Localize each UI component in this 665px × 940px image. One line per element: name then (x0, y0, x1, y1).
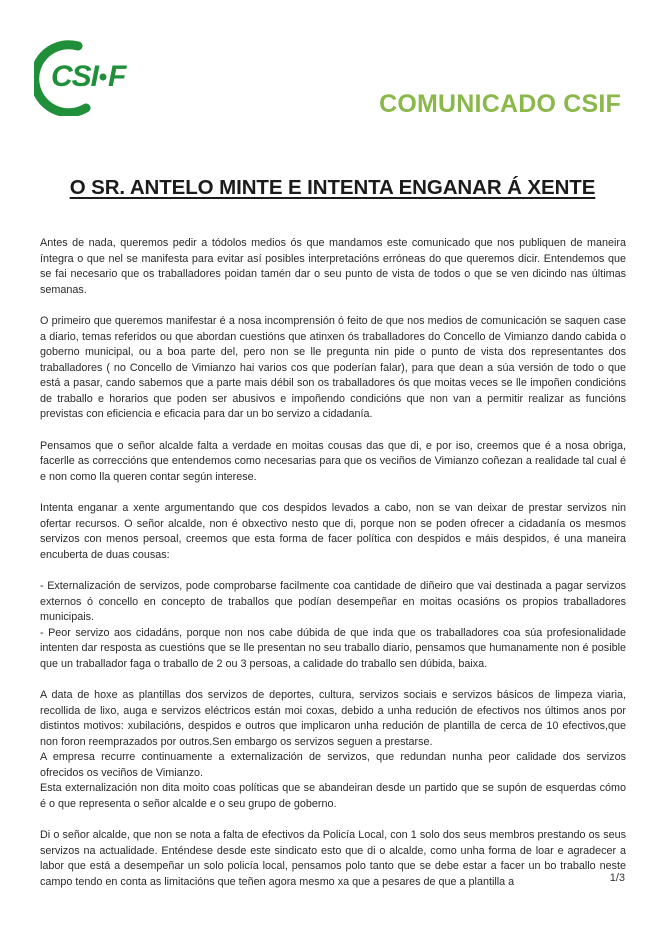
paragraph: A data de hoxe as plantillas dos servizos de deportes, cultura, servizos sociais e servizos básicos de limpeza viaria, recollida de lixo, auga e servizos eléctricos están moi coxas, debido a unha redución de efectivos nos últimos anos por distintos motivos: xubilacións, despidos e outros que implicaron unha redución de plantilla de cerca de 10 efectivos,que non foron reemprazados por outros.Sen embargo os servizos seguen a prestarse. (40, 689, 626, 748)
paragraph: Intenta enganar a xente argumentando que cos despidos levados a cabo, non se van deixar de prestar servizos nin ofertar recursos. O señor alcalde, non é obxectivo nesto que di, porque non se poden ofrecer a cidadanía os mesmos servizos con menos persoal, creemos que esta forma de facer política con despidos e máis despidos, é una maneira encuberta de duas cousas: (40, 502, 626, 561)
list-item: - Peor servizo aos cidadáns, porque non nos cabe dúbida de que inda que os traballadores coa súa profesionalidade intenten dar resposta as cuestións que se lle presentan no seu traballo diario, pensamos que humanamente non é posible que un traballador faga o traballo de 2 ou 3 persoas, a calidade do traballo sen dúbida, baixa. (40, 626, 626, 670)
paragraph: Antes de nada, queremos pedir a tódolos medios ós que mandamos este comunicado que nos publiquen de maneira íntegra o que nel se manifesta para evitar así posibles interpretacións erróneas do que queremos dicir. Entendemos que se fai necesario que os traballadores poidan tamén dar o seu punto de vista de todos o que se ven dicindo nas últimas semanas. (40, 237, 626, 296)
paragraph: Di o señor alcalde, que non se nota a falta de efectivos da Policía Local, con 1 solo dos seus membros prestando os seus servizos na actualidade. Enténdese desde este sindicato esto que di o alcalde, como unha forma de loar e agradecer a labor que está a desempeñar un solo policía local, pensamos polo tanto que se debe estar a facer un bo traballo neste campo tendo en conta as limitacións que teñen agora mesmo xa que a pesares de que a plantilla a (40, 829, 626, 888)
page-number: 1/3 (609, 872, 625, 884)
header-title: COMUNICADO CSIF (379, 90, 621, 118)
document-title: O SR. ANTELO MINTE E INTENTA ENGANAR Á XENTE (69, 176, 596, 199)
paragraph: A empresa recurre continuamente a externalización de servizos, que redundan nunha peor calidade dos servizos ofrecidos os veciños de Vimianzo. (40, 751, 626, 779)
paragraph: Esta externalización non dita moito coas políticas que se abandeiran desde un partido que se supón de esquerdas cómo é o que representa o señor alcalde e o seu grupo de goberno. (40, 782, 626, 810)
csif-logo (34, 36, 138, 116)
svg-text:F: F (108, 60, 127, 93)
paragraph: O primeiro que queremos manifestar é a nosa incomprensión ó feito de que nos medios de comunicación se saquen case a diario, temas referidos ou que abordan cuestións que atinxen ós traballadores do Concello de Vimianzo dando cabida o goberno municipal, ou a boa parte del, pero non se lle pregunta nin pide o punto de vista dos representantes dos traballadores ( no Concello de Vimianzo hai varios cos que poderían falar), para que dean a súa versión de todo o que está a pasar, cando sabemos que a parte mais débil son os traballadores ós que moitas veces se lle impoñen condicións de traballo e horarios que poden ser abusivos e impoñendo condicións que non van a permitir realizar as funcións previstas con eficiencia e eficacia para dar un bo servizo a cidadanía. (40, 315, 626, 420)
paragraph: Pensamos que o señor alcalde falta a verdade en moitas cousas das que di, e por iso, creemos que é a nosa obriga, facerlle as correccións que entendemos como necesarias para que os veciños de Vimianzo coñezan a realidade tal cual é e non como lla queren contar según interese. (40, 439, 626, 483)
list-item: - Externalización de servizos, pode comprobarse facilmente coa cantidade de diñeiro que vai destinada a pagar servizos externos ó concello en concepto de traballos que podían desempeñar en moitas ocasións os propios traballadores municipais. (40, 580, 626, 623)
document-body (40, 236, 626, 890)
svg-text:CSI: CSI (51, 60, 99, 93)
